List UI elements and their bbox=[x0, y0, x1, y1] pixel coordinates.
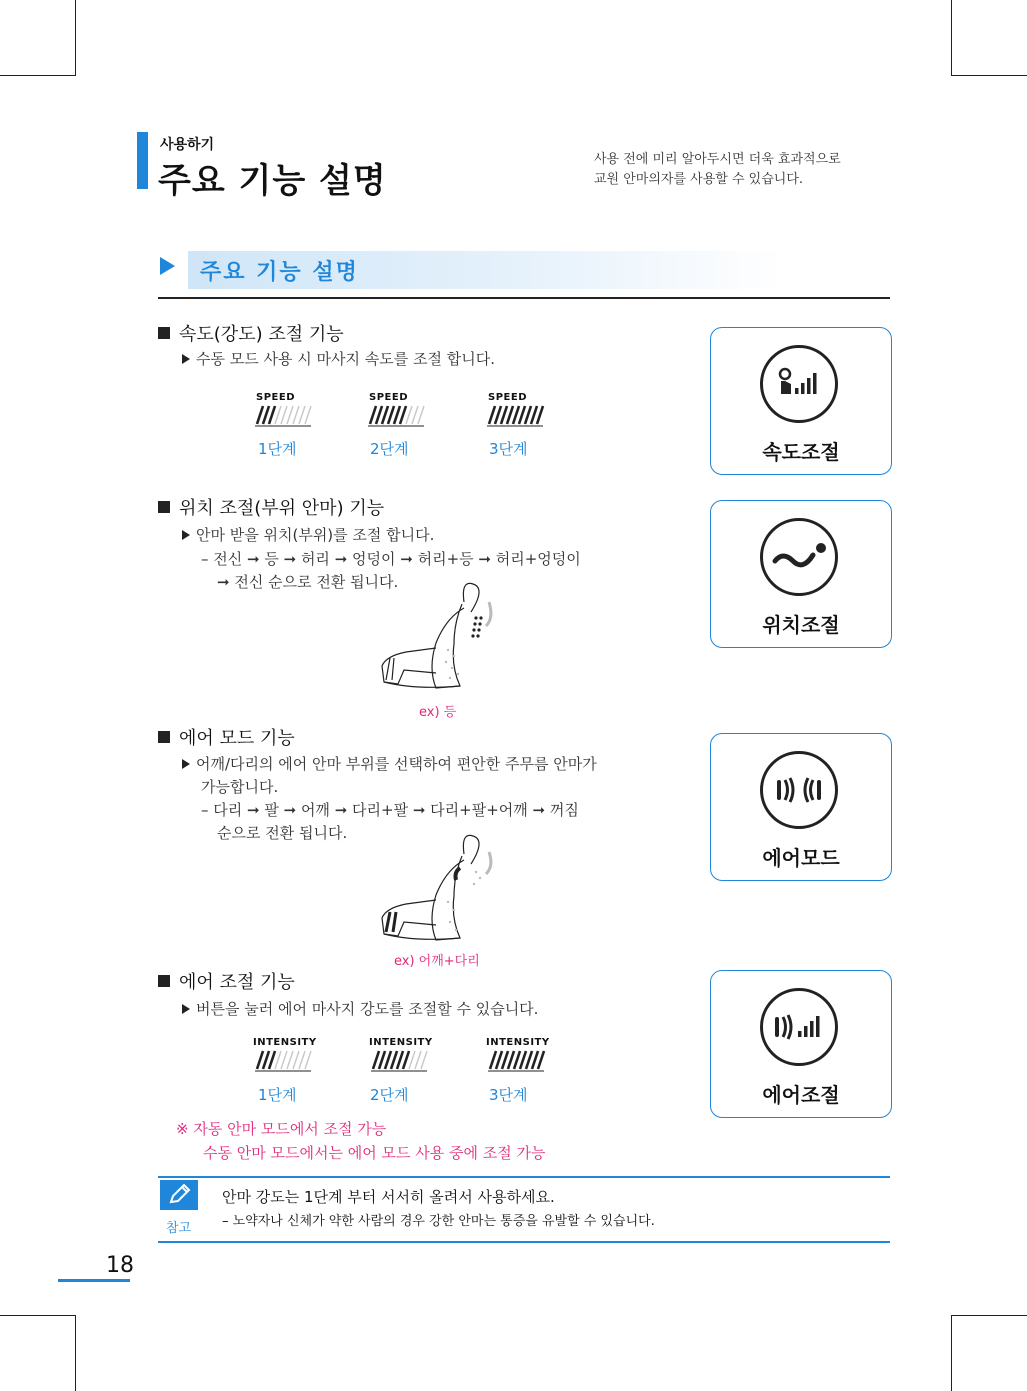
gauge-slash-filled bbox=[514, 1051, 520, 1069]
crop-mark bbox=[0, 75, 76, 76]
gauge-label: SPEED bbox=[488, 392, 527, 403]
feature-heading-air-mode bbox=[158, 724, 295, 750]
gauge-slash-filled bbox=[263, 1051, 269, 1069]
square-bullet-icon bbox=[158, 975, 170, 987]
crop-mark bbox=[951, 1315, 952, 1391]
feature-heading-air-intensity bbox=[158, 968, 295, 994]
sequence-text: – 다리 ➞ 팔 ➞ 어깨 ➞ 다리+팔 ➞ 다리+팔+어깨 ➞ 꺼짐 bbox=[201, 801, 579, 819]
crop-mark bbox=[75, 1315, 76, 1391]
massage-chair-illustration-air bbox=[376, 830, 500, 948]
square-bullet-icon bbox=[158, 731, 170, 743]
stage-label: 3단계 bbox=[489, 1086, 528, 1104]
gauge-slash-filled bbox=[269, 1051, 275, 1069]
gauge-label: INTENSITY bbox=[486, 1037, 550, 1048]
gauge-label: SPEED bbox=[256, 392, 295, 403]
crop-mark bbox=[0, 1315, 76, 1316]
desc-text: 어깨/다리의 에어 안마 부위를 선택하여 편안한 주무름 안마가 bbox=[196, 755, 597, 773]
gauge-slash-filled bbox=[538, 1051, 544, 1069]
section-divider bbox=[158, 297, 890, 299]
gauge-slash-filled bbox=[397, 1051, 403, 1069]
square-bullet-icon bbox=[158, 501, 170, 513]
speed-icon-circle bbox=[760, 345, 838, 423]
gauge-slash-filled bbox=[263, 406, 269, 424]
gauge-slash-empty bbox=[305, 1051, 311, 1069]
gauge-slash-filled bbox=[508, 1051, 514, 1069]
gauge-label: SPEED bbox=[369, 392, 408, 403]
feature-desc-air-intensity bbox=[182, 997, 538, 1021]
gauge-slash-filled bbox=[519, 406, 525, 424]
crop-mark bbox=[951, 75, 1027, 76]
note-line: 수동 안마 모드에서는 에어 모드 사용 중에 조절 가능 bbox=[203, 1144, 546, 1162]
intro-line: 사용 전에 미리 알아두시면 더욱 효과적으로 bbox=[594, 152, 841, 167]
panel-label: 에어모드 bbox=[762, 846, 840, 870]
position-control-button[interactable] bbox=[710, 500, 892, 648]
stage-label: 1단계 bbox=[258, 1086, 297, 1104]
speed-gauge-2 bbox=[366, 404, 426, 428]
feature-heading-speed bbox=[158, 320, 344, 346]
panel-label: 위치조절 bbox=[762, 613, 840, 637]
heading-text: 속도(강도) 조절 기능 bbox=[179, 324, 344, 345]
gauge-slash-filled bbox=[496, 1051, 502, 1069]
crop-mark bbox=[75, 0, 76, 76]
heading-text: 위치 조절(부위 안마) 기능 bbox=[179, 498, 385, 519]
gauge-slash-filled bbox=[394, 406, 400, 424]
speed-gauge-3 bbox=[485, 404, 545, 428]
gauge-slash-empty bbox=[281, 406, 287, 424]
stage-label: 2단계 bbox=[370, 1086, 409, 1104]
desc-text: 가능합니다. bbox=[201, 778, 279, 796]
desc-text: 안마 받을 위치(부위)를 조절 합니다. bbox=[196, 526, 435, 544]
triangle-bullet-icon bbox=[182, 1004, 190, 1014]
intensity-gauge-1 bbox=[253, 1049, 313, 1073]
gauge-slash-filled bbox=[391, 1051, 397, 1069]
gauge-slash-empty bbox=[287, 1051, 293, 1069]
tip-top-rule bbox=[158, 1176, 890, 1178]
sequence-text: 순으로 전환 됩니다. bbox=[217, 824, 348, 842]
illustration-caption: ex) 등 bbox=[419, 705, 457, 720]
air-mode-icon-circle bbox=[760, 751, 838, 829]
gauge-slash-empty bbox=[415, 1051, 421, 1069]
feature-desc-speed bbox=[182, 347, 495, 371]
gauge-slash-filled bbox=[269, 406, 275, 424]
speed-control-button[interactable] bbox=[710, 327, 892, 475]
gauge-slash-filled bbox=[400, 406, 406, 424]
gauge-slash-filled bbox=[531, 406, 537, 424]
triangle-bullet-icon bbox=[182, 759, 190, 769]
gauge-slash-filled bbox=[388, 406, 394, 424]
page-title: 주요 기능 설명 bbox=[158, 161, 387, 201]
chapter-accent-bar bbox=[137, 132, 148, 189]
hand-signal-icon bbox=[763, 348, 835, 420]
gauge-slash-filled bbox=[385, 1051, 391, 1069]
section-arrow-icon bbox=[160, 257, 175, 275]
crop-mark bbox=[951, 0, 952, 76]
gauge-slash-filled bbox=[495, 406, 501, 424]
gauge-slash-empty bbox=[406, 406, 412, 424]
page-number-underline bbox=[58, 1279, 130, 1282]
massage-chair-illustration-back bbox=[376, 578, 500, 696]
intro-line: 교원 안마의자를 사용할 수 있습니다. bbox=[594, 172, 804, 187]
desc-text: 버튼을 눌러 에어 마사지 강도를 조절할 수 있습니다. bbox=[196, 1000, 539, 1018]
gauge-slash-empty bbox=[409, 1051, 415, 1069]
heading-text: 에어 모드 기능 bbox=[179, 728, 295, 749]
sequence-text: ➞ 전신 순으로 전환 됩니다. bbox=[217, 573, 399, 591]
intensity-gauge-3 bbox=[486, 1049, 546, 1073]
feature-desc-position bbox=[182, 523, 434, 547]
stage-label: 2단계 bbox=[370, 440, 409, 458]
gauge-slash-empty bbox=[299, 1051, 305, 1069]
gauge-slash-filled bbox=[370, 406, 376, 424]
gauge-slash-filled bbox=[257, 406, 263, 424]
tip-main-text: 안마 강도는 1단계 부터 서서히 올려서 사용하세요. bbox=[222, 1188, 555, 1206]
intensity-gauge-2 bbox=[369, 1049, 429, 1073]
gauge-slash-filled bbox=[532, 1051, 538, 1069]
sequence-text: – 전신 ➞ 등 ➞ 허리 ➞ 엉덩이 ➞ 허리+등 ➞ 허리+엉덩이 bbox=[201, 550, 581, 568]
gauge-slash-empty bbox=[281, 1051, 287, 1069]
gauge-slash-filled bbox=[507, 406, 513, 424]
gauge-slash-filled bbox=[489, 406, 495, 424]
heading-text: 에어 조절 기능 bbox=[179, 972, 295, 993]
gauge-slash-empty bbox=[275, 1051, 281, 1069]
gauge-slash-empty bbox=[293, 1051, 299, 1069]
gauge-slash-filled bbox=[526, 1051, 532, 1069]
gauge-slash-empty bbox=[293, 406, 299, 424]
gauge-slash-empty bbox=[418, 406, 424, 424]
gauge-slash-filled bbox=[379, 1051, 385, 1069]
square-bullet-icon bbox=[158, 327, 170, 339]
note-line: ※ 자동 안마 모드에서 조절 가능 bbox=[176, 1120, 387, 1138]
desc-text: 수동 모드 사용 시 마사지 속도를 조절 합니다. bbox=[196, 350, 495, 368]
gauge-slash-filled bbox=[501, 406, 507, 424]
air-intensity-icon bbox=[763, 991, 835, 1063]
gauge-label: INTENSITY bbox=[253, 1037, 317, 1048]
gauge-slash-empty bbox=[299, 406, 305, 424]
air-mode-button[interactable] bbox=[710, 733, 892, 881]
gauge-slash-empty bbox=[421, 1051, 427, 1069]
stage-label: 1단계 bbox=[258, 440, 297, 458]
pencil-icon bbox=[160, 1180, 198, 1210]
illustration-caption: ex) 어깨+다리 bbox=[394, 954, 480, 969]
stage-label: 3단계 bbox=[489, 440, 528, 458]
gauge-slash-empty bbox=[275, 406, 281, 424]
triangle-bullet-icon bbox=[182, 530, 190, 540]
gauge-slash-filled bbox=[373, 1051, 379, 1069]
chapter-label: 사용하기 bbox=[160, 137, 215, 153]
feature-desc-air-mode bbox=[182, 752, 597, 776]
section-title: 주요 기능 설명 bbox=[200, 260, 359, 285]
gauge-slash-empty bbox=[412, 406, 418, 424]
tip-sub-text: – 노약자나 신체가 약한 사람의 경우 강한 안마는 통증을 유발할 수 있습니다. bbox=[222, 1214, 655, 1229]
position-icon-circle bbox=[760, 518, 838, 596]
body-position-icon bbox=[763, 521, 835, 593]
gauge-slash-empty bbox=[287, 406, 293, 424]
air-intensity-icon-circle bbox=[760, 988, 838, 1066]
gauge-slash-filled bbox=[537, 406, 543, 424]
feature-heading-position bbox=[158, 494, 384, 520]
gauge-slash-filled bbox=[490, 1051, 496, 1069]
gauge-slash-filled bbox=[382, 406, 388, 424]
air-intensity-button[interactable] bbox=[710, 970, 892, 1118]
page-number: 18 bbox=[106, 1253, 134, 1278]
panel-label: 에어조절 bbox=[762, 1083, 840, 1107]
gauge-slash-empty bbox=[305, 406, 311, 424]
intro-text bbox=[594, 150, 841, 190]
gauge-slash-filled bbox=[520, 1051, 526, 1069]
panel-label: 속도조절 bbox=[762, 440, 840, 464]
tip-label: 참고 bbox=[166, 1221, 192, 1236]
triangle-bullet-icon bbox=[182, 354, 190, 364]
gauge-label: INTENSITY bbox=[369, 1037, 433, 1048]
crop-mark bbox=[951, 1315, 1027, 1316]
speed-gauge-1 bbox=[253, 404, 313, 428]
gauge-slash-filled bbox=[257, 1051, 263, 1069]
gauge-slash-filled bbox=[376, 406, 382, 424]
gauge-slash-filled bbox=[513, 406, 519, 424]
tip-bottom-rule bbox=[158, 1241, 890, 1243]
gauge-slash-filled bbox=[525, 406, 531, 424]
gauge-slash-filled bbox=[502, 1051, 508, 1069]
gauge-slash-filled bbox=[403, 1051, 409, 1069]
air-mode-icon bbox=[763, 754, 835, 826]
